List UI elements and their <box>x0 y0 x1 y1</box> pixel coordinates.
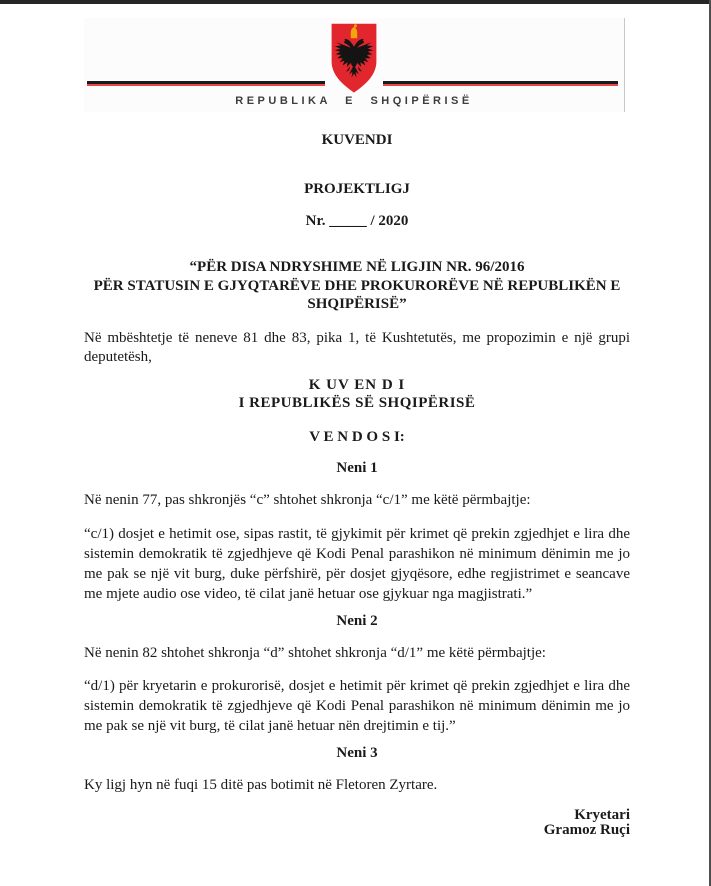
article-3-heading: Neni 3 <box>336 745 378 761</box>
document-type: PROJEKTLIGJ <box>304 181 410 197</box>
assembly-heading-line-2: I REPUBLIKËS SË SHQIPËRISË <box>238 394 476 411</box>
article-2-body: “d/1) për kryetarin e prokurorisë, dosjet e hetimit për krimet që prekin zgjedhjet e lira dhe sistemin demokratik të zgjedhjeve që Kodi Penal parashikon në minimum dënimin me jo me pak se një vit burg, të cilat janë hetuar nën drejtimin e tij.” <box>84 678 630 734</box>
article-1-heading: Neni 1 <box>336 460 378 476</box>
document-page <box>84 0 630 886</box>
albania-coat-of-arms-icon <box>330 22 378 96</box>
preamble-paragraph: Në mbështetje të neneve 81 dhe 83, pika 1, të Kushtetutës, me propozimin e një grupi deputetësh, <box>84 330 630 365</box>
institution-title: KUVENDI <box>321 132 393 148</box>
signature-block <box>84 808 630 838</box>
signature-name: Gramoz Ruçi <box>543 822 630 838</box>
document-title-line-1: “PËR DISA NDRYSHIME NË LIGJIN NR. 96/2016 <box>189 259 525 275</box>
signature-title: Kryetari <box>574 807 630 823</box>
article-1-intro: Në nenin 77, pas shkronjës “c” shtohet shkronja “c/1” me këtë përmbajtje: <box>84 492 531 508</box>
assembly-heading-line-1: K UV EN D I <box>308 377 406 393</box>
country-name: REPUBLIKA E SHQIPËRISË <box>235 95 473 107</box>
decides-heading: V E N D O S I: <box>309 429 405 445</box>
article-1-body: “c/1) dosjet e hetimit ose, sipas rastit, të gjykimit për krimet që prekin zgjedhjet e lira dhe sistemin demokratik të zgjedhjeve që Kodi Penal parashikon në minimum dënimin me jo me pak se një vit burg, duke përfshirë, për dosjet gjyqësore, edhe regjistrimet e seancave me mjete audio ose video, të cilat janë hetuar ose gjykuar nga magjistrati.” <box>84 526 630 602</box>
document-title <box>84 258 630 314</box>
article-2-intro: Në nenin 82 shtohet shkronja “d” shtohet shkronja “d/1” me këtë përmbajtje: <box>84 645 546 661</box>
article-3-intro: Ky ligj hyn në fuqi 15 ditë pas botimit në Fletoren Zyrtare. <box>84 777 438 793</box>
document-title-line-3: SHQIPËRISË” <box>307 296 407 312</box>
document-title-line-2: PËR STATUSIN E GJYQTARËVE DHE PROKURORËVE NË REPUBLIKËN E <box>93 277 621 294</box>
document-number: Nr. _____ / 2020 <box>305 213 409 229</box>
article-2-heading: Neni 2 <box>336 613 378 629</box>
assembly-heading <box>84 377 630 412</box>
